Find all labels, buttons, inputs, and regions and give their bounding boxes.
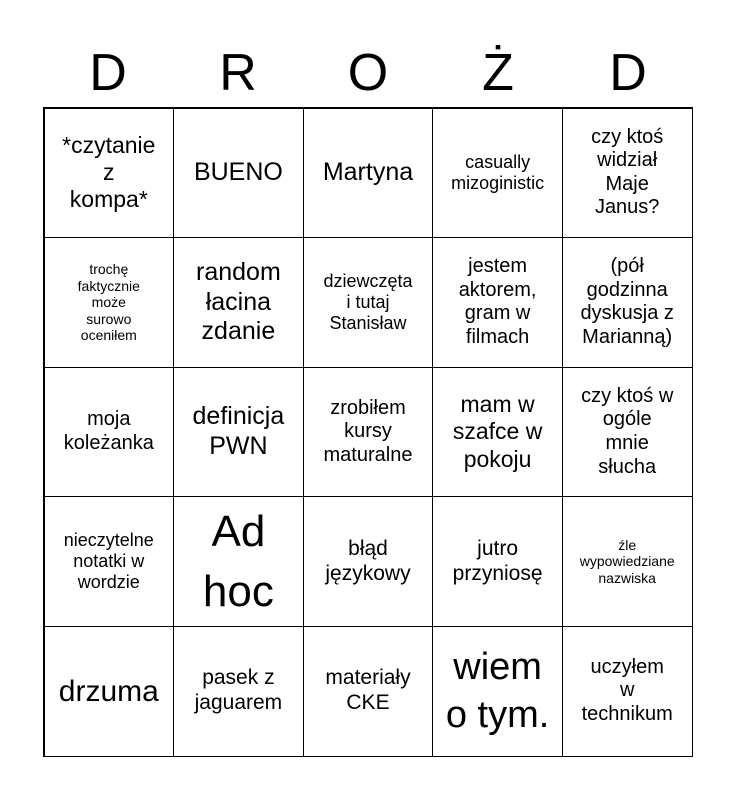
cell-text: Martyna bbox=[322, 158, 414, 187]
cell-text: czy ktoś widział Maje Janus? bbox=[591, 125, 664, 219]
bingo-cell[interactable] bbox=[562, 237, 693, 368]
cell-text: wiem o tym. bbox=[445, 645, 550, 737]
cell-text: *czytanie z kompa* bbox=[62, 132, 156, 213]
header-letter-1: D bbox=[89, 44, 127, 102]
cell-text: błąd językowy bbox=[325, 536, 411, 585]
cell-text: jutro przyniosę bbox=[452, 536, 543, 585]
cell-text: moja koleżanka bbox=[63, 408, 154, 454]
bingo-cell[interactable] bbox=[562, 367, 693, 498]
cell-text: czy ktoś w ogóle mnie słucha bbox=[581, 384, 674, 478]
cell-text: random łacina zdanie bbox=[196, 258, 281, 346]
bingo-header bbox=[43, 40, 693, 106]
cell-text: drzuma bbox=[58, 674, 159, 708]
bingo-cell[interactable] bbox=[303, 108, 434, 239]
cell-text: definicja PWN bbox=[192, 402, 285, 460]
cell-text: zrobiłem kursy maturalne bbox=[323, 396, 413, 466]
bingo-cell[interactable] bbox=[303, 626, 434, 757]
bingo-cell[interactable] bbox=[303, 237, 434, 368]
cell-text: uczyłem w technikum bbox=[581, 655, 673, 725]
bingo-cell[interactable] bbox=[562, 626, 693, 757]
bingo-cell[interactable] bbox=[432, 496, 563, 627]
cell-text: trochę faktycznie może surowo oceniłem bbox=[77, 261, 140, 344]
cell-text: Ad hoc bbox=[202, 507, 274, 616]
bingo-cell[interactable] bbox=[44, 108, 175, 239]
bingo-cell[interactable] bbox=[432, 626, 563, 757]
header-letter-4: Ż bbox=[482, 44, 514, 102]
bingo-cell[interactable] bbox=[303, 496, 434, 627]
cell-text: nieczytelne notatki w wordzie bbox=[63, 529, 154, 593]
bingo-cell[interactable] bbox=[432, 108, 563, 239]
header-letter-2: R bbox=[219, 44, 257, 102]
header-letter-5: D bbox=[609, 44, 647, 102]
bingo-cell[interactable] bbox=[173, 496, 304, 627]
bingo-cell[interactable] bbox=[173, 108, 304, 239]
cell-text: casually mizoginistic bbox=[451, 151, 545, 193]
bingo-cell[interactable] bbox=[44, 496, 175, 627]
header-letter-3: O bbox=[347, 44, 389, 102]
bingo-cell[interactable] bbox=[44, 626, 175, 757]
bingo-cell[interactable] bbox=[173, 237, 304, 368]
cell-text: źle wypowiedziane nazwiska bbox=[579, 536, 675, 586]
cell-text: mam w szafce w pokoju bbox=[452, 391, 543, 472]
bingo-cell[interactable] bbox=[303, 367, 434, 498]
cell-text: materiały CKE bbox=[325, 666, 411, 715]
cell-text: jestem aktorem, gram w filmach bbox=[458, 255, 537, 348]
cell-text: BUENO bbox=[193, 158, 283, 187]
bingo-cell[interactable] bbox=[432, 367, 563, 498]
bingo-cell[interactable] bbox=[44, 237, 175, 368]
cell-text: (pół godzinna dyskusja z Marianną) bbox=[580, 255, 674, 348]
bingo-cell[interactable] bbox=[432, 237, 563, 368]
bingo-cell[interactable] bbox=[562, 496, 693, 627]
cell-text: pasek z jaguarem bbox=[194, 666, 283, 715]
bingo-cell[interactable] bbox=[173, 367, 304, 498]
cell-text: dziewczęta i tutaj Stanisław bbox=[323, 270, 413, 333]
bingo-cell[interactable] bbox=[562, 108, 693, 239]
bingo-grid bbox=[43, 107, 693, 757]
bingo-cell[interactable] bbox=[44, 367, 175, 498]
bingo-cell[interactable] bbox=[173, 626, 304, 757]
